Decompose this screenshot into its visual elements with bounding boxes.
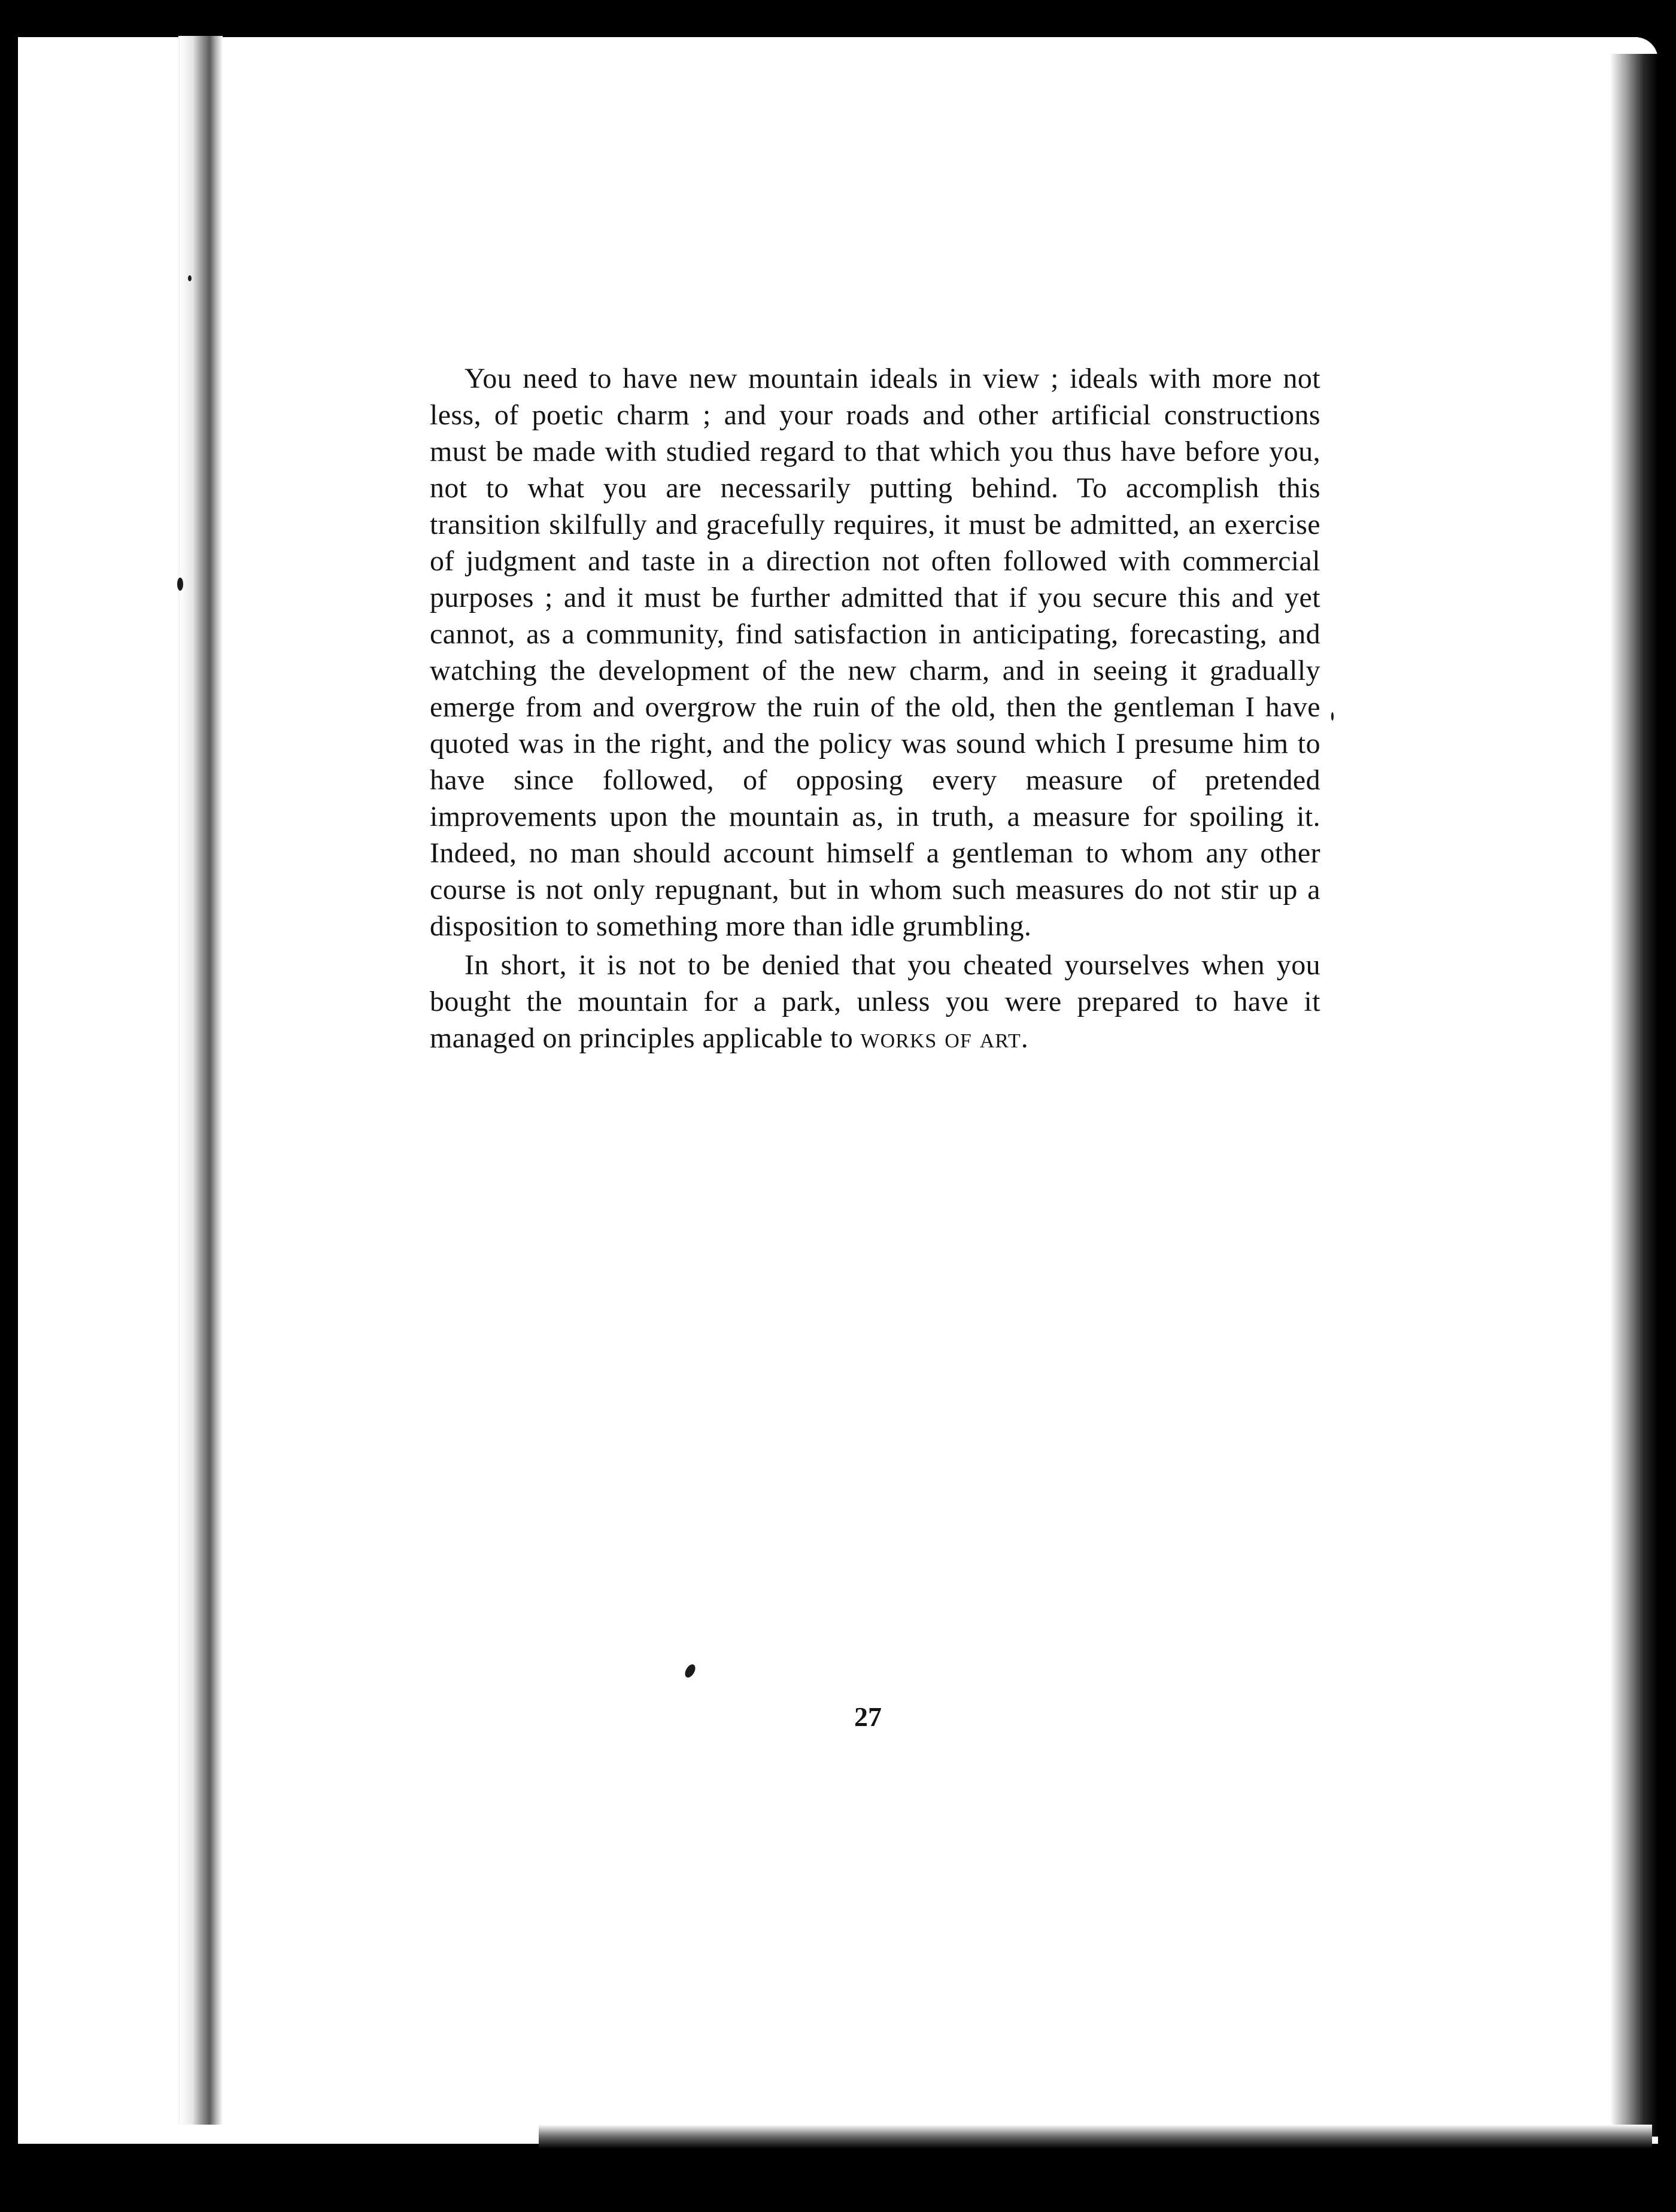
paragraph-final-text: In short, it is not to be denied that you cheated yourselves when you bought the mountain for a park, unless you were prepared to have it managed on principles applicable to <box>430 949 1320 1054</box>
paragraph: You need to have new mountain ideals in view ; ideals with more not less, of poetic charm ; and your roads and other artificial constructions must be made with studied regard to that which you thus have before you, not to what you are necessarily putting behind. To accomplish this transition skilfully and gracefully requires, it must be admitted, an exercise of judgment and taste in a direction not often followed with commercial purposes ; and it must be further admitted that if you secure this and yet cannot, as a community, find satisfaction in anticipating, forecasting, and watching the development of the new charm, and in seeing it gradually emerge from and overgrow the ruin of the old, then the gentleman I have quoted was in the right, and the policy was sound which I presume him to have since followed, of opposing every measure of pretended improvements upon the mountain as, in truth, a measure for spoiling it. Indeed, no man should account himself a gentleman to whom any other course is not only repugnant, but in whom such measures do not stir up a disposition to something more than idle grumbling. <box>430 363 1320 942</box>
scan-speck <box>1331 712 1334 721</box>
scan-speck <box>188 275 192 281</box>
page-number: 27 <box>854 1701 882 1732</box>
page-sheet <box>18 37 1658 2144</box>
works-of-art-emphasis: works of art. <box>860 1022 1029 1054</box>
binding-gutter-shadow <box>180 36 223 2125</box>
scan-speck <box>177 578 183 591</box>
page-bottom-edge <box>539 2125 1652 2149</box>
page-right-edge <box>1610 54 1658 2137</box>
body-text <box>430 360 1320 1056</box>
paragraph-final <box>430 947 1320 1056</box>
